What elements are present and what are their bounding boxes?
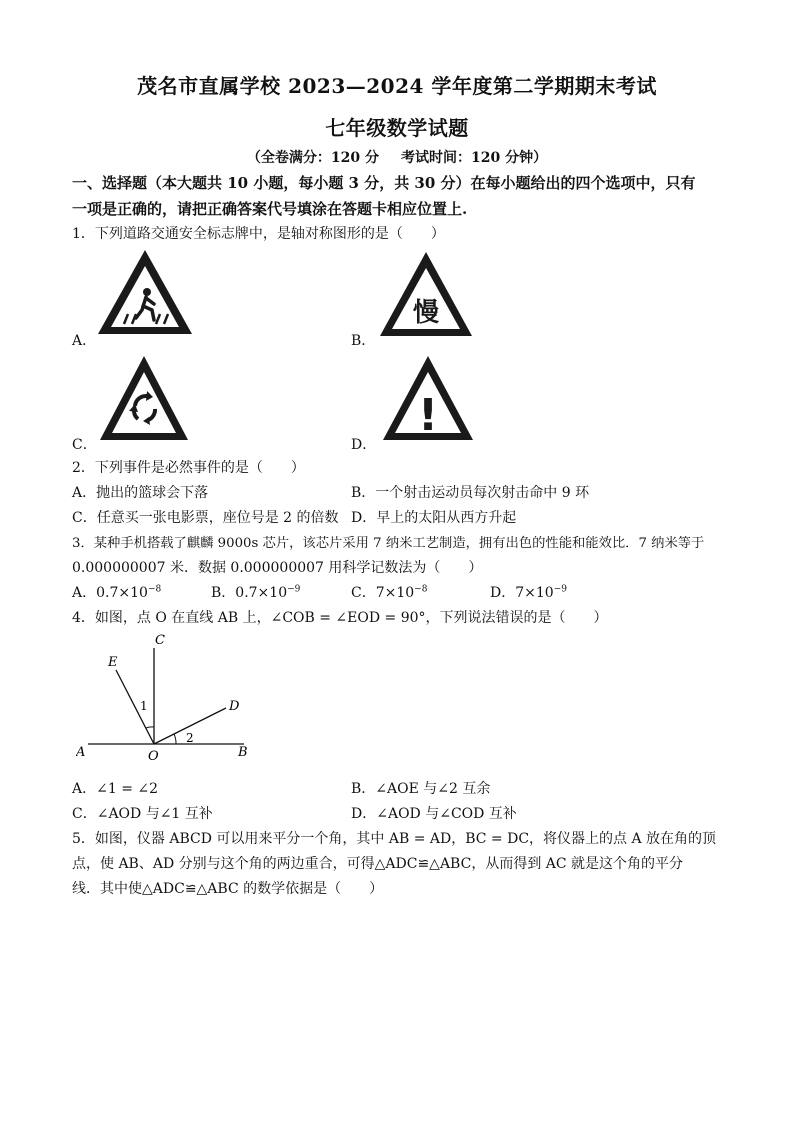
angle-figure xyxy=(76,632,266,764)
section1-heading-line2: 一项是正确的，请把正确答案代号填涂在答题卡相应位置上. xyxy=(72,200,468,218)
q3-option-c: C．$7\times 10^{-8}$ xyxy=(351,584,428,601)
exam-time: 考试时间：120 分钟） xyxy=(401,150,548,166)
q2-option-b: B．一个射击运动员每次射击命中 9 环 xyxy=(351,485,590,501)
q1-option-a: A． xyxy=(72,333,97,349)
q3-option-a: A．$0.7\times 10^{-8}$ xyxy=(72,584,162,601)
q2-option-a: A．抛出的篮球会下落 xyxy=(72,485,209,501)
label-a: A xyxy=(76,745,86,760)
label-e: E xyxy=(108,655,118,670)
q1-option-c: C． xyxy=(72,437,97,453)
q4-option-c: C．∠AOD 与∠1 互补 xyxy=(72,806,213,822)
q4-option-b: B．∠AOE 与∠2 互余 xyxy=(351,781,491,797)
slow-sign-text: 慢 xyxy=(412,298,440,328)
label-o: O xyxy=(148,749,159,764)
ray-oe xyxy=(116,670,154,744)
q2-option-c: C．任意买一张电影票，座位号是 2 的倍数 xyxy=(72,510,339,526)
q3-option-b: B．$0.7\times 10^{-9}$ xyxy=(211,584,301,601)
q4-option-a: A．∠1 = ∠2 xyxy=(72,781,159,797)
q1-option-b: B． xyxy=(351,333,376,349)
q3-option-d: D．$7\times 10^{-9}$ xyxy=(490,584,567,601)
q5-line2: 点，使 AB、AD 分别与这个角的两边重合，可得△ADC≌△ABC，从而得到 AC 就是这个角的平分 xyxy=(72,856,684,872)
q4-option-d: D．∠AOD 与∠COD 互补 xyxy=(351,806,517,822)
slow-sign-icon xyxy=(378,250,474,338)
warning-sign-text: ! xyxy=(417,390,439,441)
q5-line1: 5．如图，仪器 ABCD 可以用来平分一个角，其中 AB = AD，BC = DC，将仪器上的点 A 放在角的顶 xyxy=(72,831,717,847)
exam-title: 茂名市直属学校 2023—2024 学年度第二学期期末考试 xyxy=(137,74,657,98)
label-c: C xyxy=(155,633,165,648)
pedestrian-crossing-sign-icon xyxy=(96,248,194,336)
q2-option-d: D．早上的太阳从西方升起 xyxy=(351,510,517,526)
q3-stem-line2: 0.000000007 米．数据 0.000000007 用科学记数法为（ ） xyxy=(72,560,483,576)
exam-subtitle: 七年级数学试题 xyxy=(325,116,469,140)
label-angle-2: 2 xyxy=(186,731,194,745)
q4-stem: 4．如图，点 O 在直线 AB 上，∠COB = ∠EOD = 90°，下列说法错误的是（ ） xyxy=(72,610,608,626)
q5-line3: 线．其中使△ADC≌△ABC 的数学依据是（ ） xyxy=(72,881,384,897)
q1-stem: 1．下列道路交通安全标志牌中，是轴对称图形的是（ ） xyxy=(72,226,445,242)
label-angle-1: 1 xyxy=(140,699,148,713)
label-d: D xyxy=(229,699,240,714)
q1-option-d: D． xyxy=(351,437,377,453)
exam-meta xyxy=(0,147,794,167)
angle-1-arc xyxy=(146,727,154,728)
roundabout-sign-icon xyxy=(98,354,190,442)
warning-sign-icon xyxy=(381,354,475,442)
label-b: B xyxy=(238,745,248,760)
angle-2-arc xyxy=(174,734,176,744)
q3-stem-line1: 3．某种手机搭载了麒麟 9000s 芯片，该芯片采用 7 纳米工艺制造，拥有出色的性能和能效比．7 纳米等于 xyxy=(72,536,705,551)
q2-stem: 2．下列事件是必然事件的是（ ） xyxy=(72,460,305,476)
section1-heading-line1: 一、选择题（本大题共 10 小题，每小题 3 分，共 30 分）在每小题给出的四个选项中，只有 xyxy=(72,174,696,192)
full-score: （全卷满分：120 分 xyxy=(246,150,379,166)
